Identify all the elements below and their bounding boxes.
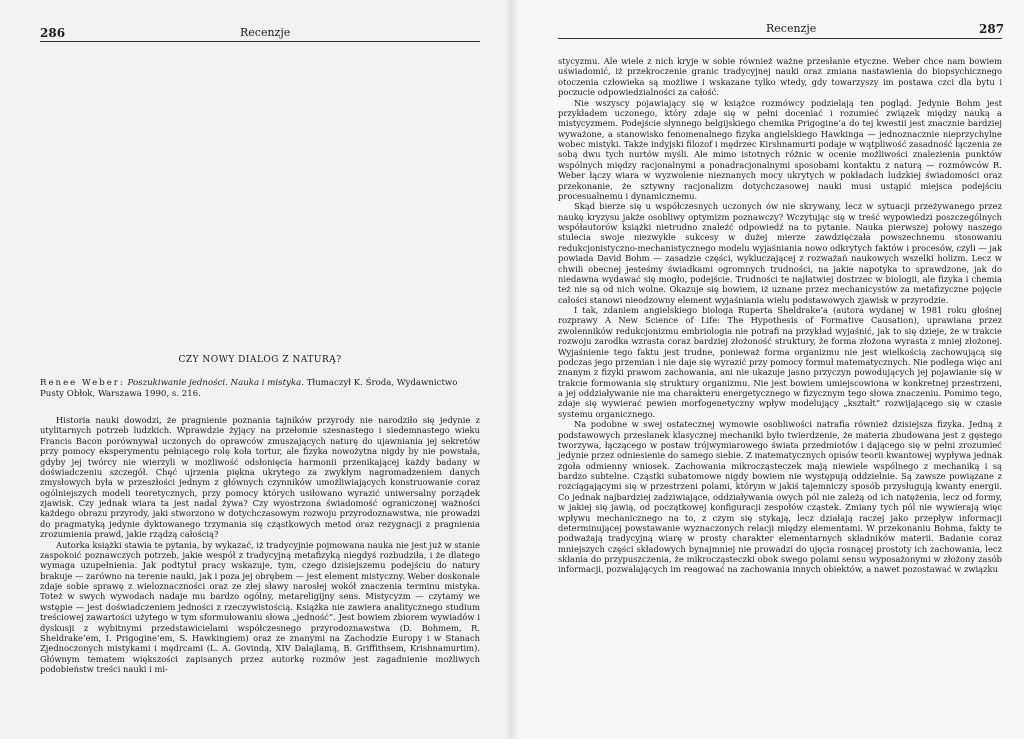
book-details: Tłumaczył K. Środa, Wydawnictwo Pusty Obłok, Warszawa 1990, s. 216.: [40, 378, 458, 399]
paragraph: stycyzmu. Ale wiele z nich kryje w sobie również ważne przesłanie etyczne. Weber chce nam bowiem uświadomić, iż przekroczenie granic tradycyjnej nauki oraz zmiana nastawienia do biopsychicznego otoczenia człowieka są możliwe i wskazane tylko wtedy, gdy towarzyszy im postawa czci dla bytu i poczucie odpowiedzialności za całość.: [558, 56, 1002, 98]
header-rule-right: [558, 38, 1002, 39]
page-number-left: 286: [40, 26, 66, 40]
running-head-left: Recenzje: [240, 26, 291, 39]
header-rule-left: [40, 41, 480, 42]
book-title: Poszukiwanie jedności. Nauka i mistyka.: [127, 378, 304, 388]
right-page: [512, 0, 1024, 739]
page-number-right: 287: [979, 22, 1005, 36]
left-body-text: [40, 415, 480, 674]
bibliographic-entry: [40, 378, 480, 400]
paragraph: Historia nauki dowodzi, że pragnienie poznania tajników przyrody nie narodziło się jedynie z utylitarnych potrzeb ludzkich. Wprawdzie żyjący na przełomie szesnastego i siedemnastego wieku Francis Bacon porównywał uczonych do oprawców zmuszających naturę do ujawniania jej sekretów przy pomocy eksperymentu pełniącego rolę koła tortur, ale fizyka nowożytna nigdy by nie powstała, gdyby jej twórcy nie wierzyli w możliwość odsłonięcia harmonii przenikającej każdy badany w doświadczeniu szczegół. Chęć ujrzenia piękna ukrytego za zwykłym nagromadzeniem danych zmysłowych była w przeszłości jednym z głównych czynników umożliwiających konstruowanie coraz ogólniejszych modeli teoretycznych, przy pomocy których usiłowano wyrazić uniwersalny porządek zjawisk. Czy jednak wiara ta jest nadal żywa? Czy wyostrzona świadomość ograniczonej ważności każdego obrazu przyrody, jaki stworzono w dotychczasowym rozwoju przyrodoznawstwa, nie prowadzi do pragmatyką jedynie dyktowanego trzymania się cząstkowych metod oraz rezygnacji z pragnienia zrozumienia prawd, jakie rządzą całością?: [40, 415, 480, 540]
book-gutter: [505, 0, 519, 739]
paragraph: Na podobne w swej ostatecznej wymowie osobliwości natrafia również dzisiejsza fizyka. Jedną z podstawowych przesłanek klasycznej mechaniki było twierdzenie, że materia zbudowana jest z gęstego tworzywa, łączącego w postaw trójwymiarowego świata przedmiotów i dającego się w pełni zrozumieć jedynie przez odniesienie do samego siebie. Z matematycznych opisów teorii kwantowej wypływa jednak zgoła odmienny wniosek. Zachowania mikrocząsteczek mają niewiele wspólnego z mechaniką i są bardzo subtelne. Cząstki subatomowe nigdy bowiem nie występują oddzielnie. Są zawsze powiązane z rozciągającymi się w przestrzeni polami, którym w jakiś tajemniczy sposób przysługują kwanty energii. Co jednak najbardziej zadziwiające, oddziaływania owych pól nie zależą od ich natężenia, lecz od formy, w jakiej się jawią, od początkowej konfiguracji zespołów cząstek. Zmiany tych pól nie wywierają więc wpływu mechanicznego na to, z czym się stykają, lecz działają raczej jako przepływ informacji determinującej powstawanie wyznaczonych relacji między elementami. W przekonaniu Bohma, fakty te podważają tradycyjną wiarę w prosty charakter elementarnych składników materii. Badanie coraz mniejszych części składowych bynajmniej nie prowadzi do ujęcia rosnącej prostoty ich zachowania, lecz skłania do przypuszczenia, że mikrocząsteczki obok swego polami sensu wyposażonymi w złożony zasób informacji, pozwalających im reagować na zachowania innych obiektów, a nawet pozostawać w związku: [558, 419, 1002, 575]
book-author: Renee Weber:: [40, 378, 125, 388]
paragraph: I tak, zdaniem angielskiego biologa Ruperta Sheldrake’a (autora wydanej w 1981 roku głośnej rozprawy A New Science of Life: The Hypothesis of Formative Causation), uprawiana przez zwolenników redukcjonizmu embriologia nie potrafi na przykład wyjaśnić, jak to się dzieje, że w trakcie rozwoju zarodka wzrasta coraz bardziej złożoność struktury, że forma złożona wyrasta z mniej złożonej. Wyjaśnienie tego faktu jest trudne, ponieważ forma organizmu nie jest wielkością zachowującą się podczas jego przemian i nie daje się wyrazić przy pomocy formuł matematycznych. Nie podlega więc ani znanym z fizyki prawom zachowania, ani nie ukazuje jasno przyczyn powodujących jej pojawianie się w trakcie formowania się struktury organizmu. Nie jest bowiem umiejscowiona w konkretnej przestrzeni, a jej oddziaływanie nie ma charakteru energetycznego w fizycznym tego słowa znaczeniu. Pomimo tego, zdaje się wywierać pewien morfogenetyczny wpływ modelujący „kształt” rozwijającego się w czasie systemu organicznego.: [558, 305, 1002, 419]
paragraph: Nie wszyscy pojawiający się w książce rozmówcy podzielają ten pogląd. Jedynie Bohm jest przykładem uczonego, który zdaje się w pełni doceniać i rozumieć związek między nauką a mistycyzmem. Podejście słynnego belgijskiego chemika Prigogine’a do tej kwestii jest znacznie bardziej wyważone, a stanowisko fenomenalnego fizyka angielskiego Hawkinga — jednoznacznie nieprzychylne wobec mistyki. Także indyjski filozof i mędrzec Kirshnamurti podaje w wątpliwość zasadność łączenia ze sobą dwu tych nurtów myśli. Ale mimo istotnych różnic w ocenie możliwości znalezienia punktów wspólnych między racjonalnymi a ponadracjonalnymi sposobami kontaktu z naturą — rozmówców R. Weber łączy wiara w wyzwolenie nieznanych mocy ukrytych w pokładach ludzkiej świadomości oraz przekonanie, że sztywny racjonalizm dotychczasowej nauki musi ustąpić miejsca podejściu procesualnemu i dynamicznemu.: [558, 97, 1002, 201]
paragraph: Autorka książki stawia te pytania, by wykazać, iż tradycyjnie pojmowana nauka nie jest już w stanie zaspokoić poznawczych potrzeb, jakie wespół z tradycyjną metafizyką niegdyś rozbudziła, i że dlatego wymaga uzupełnienia. Jak podtytuł pracy wskazuje, tym, czego dzisiejszemu podejściu do natury brakuje — zarówno na terenie nauki, jak i poza jej obrębem — jest element mistyczny. Weber doskonale zdaje sobie sprawę z wieloznaczności oraz ze złej sławy narosłej wokół znaczenia terminu mistyka. Toteż w swych wywodach nadaje mu bardzo ogólny, metareligijny sens. Mistycyzm — czytamy we wstępie — jest doświadczeniem jedności z rzeczywistością. Książka nie zawiera analitycznego studium treściowej zawartości użytego w tym sformułowaniu słowa „jedność”. Jest bowiem zbiorem wywiadów i dyskusji z wybitnymi przedstawicielami współczesnego przyrodoznawstwa (D. Bohmem, R. Sheldrake’em, I. Prigogine’em, S. Hawkingiem) oraz ze znanymi na Zachodzie Europy i w Stanach Zjednoczonych mistykami i mędrcami (L. A. Govindą, XIV Dalajlamą, B. Griffithsem, Krishnamurtim). Głównym tematem większości zapisanych przez autorkę rozmów jest zagadnienie możliwych podobieństw treści nauki i mi-: [40, 539, 480, 674]
paragraph: Skąd bierze się u współczesnych uczonych ów nie skrywany, lecz w sytuacji przeżywanego przez naukę kryzysu jakże osobliwy optymizm poznawczy? Wczytując się w treść wypowiedzi poszczególnych współautorów książki nietrudno znaleźć odpowiedź na to pytanie. Nauka pierwszej połowy naszego stulecia swoje niezwykłe sukcesy w dużej mierze zawdzięczała powszechnemu stosowaniu redukcjonistyczno-mechanistycznego modelu wyjaśniania nowo odkrytych faktów i procesów, czyli — jak powiada David Bohm — zasadzie części, wykluczającej z rozważań naukowych wszelki holizm. Lecz w chwili obecnej jesteśmy świadkami ogromnych trudności, na jakie napotyka to sprawdzone, jak do niedawna wydawać się mogło, podejście. Trudności te najłatwiej dostrzec w biologii, ale fizyka i chemia też nie są od nich wolne. Okazuje się bowiem, iż uznane przez mechanicystów za metafizyczne pojęcie całości stanowi nieodzowny element wyjaśniania wielu podstawowych zjawisk w przyrodzie.: [558, 201, 1002, 305]
running-head-right: Recenzje: [766, 22, 817, 35]
right-body-text: [558, 56, 1002, 575]
review-title: CZY NOWY DIALOG Z NATURĄ?: [178, 355, 342, 365]
